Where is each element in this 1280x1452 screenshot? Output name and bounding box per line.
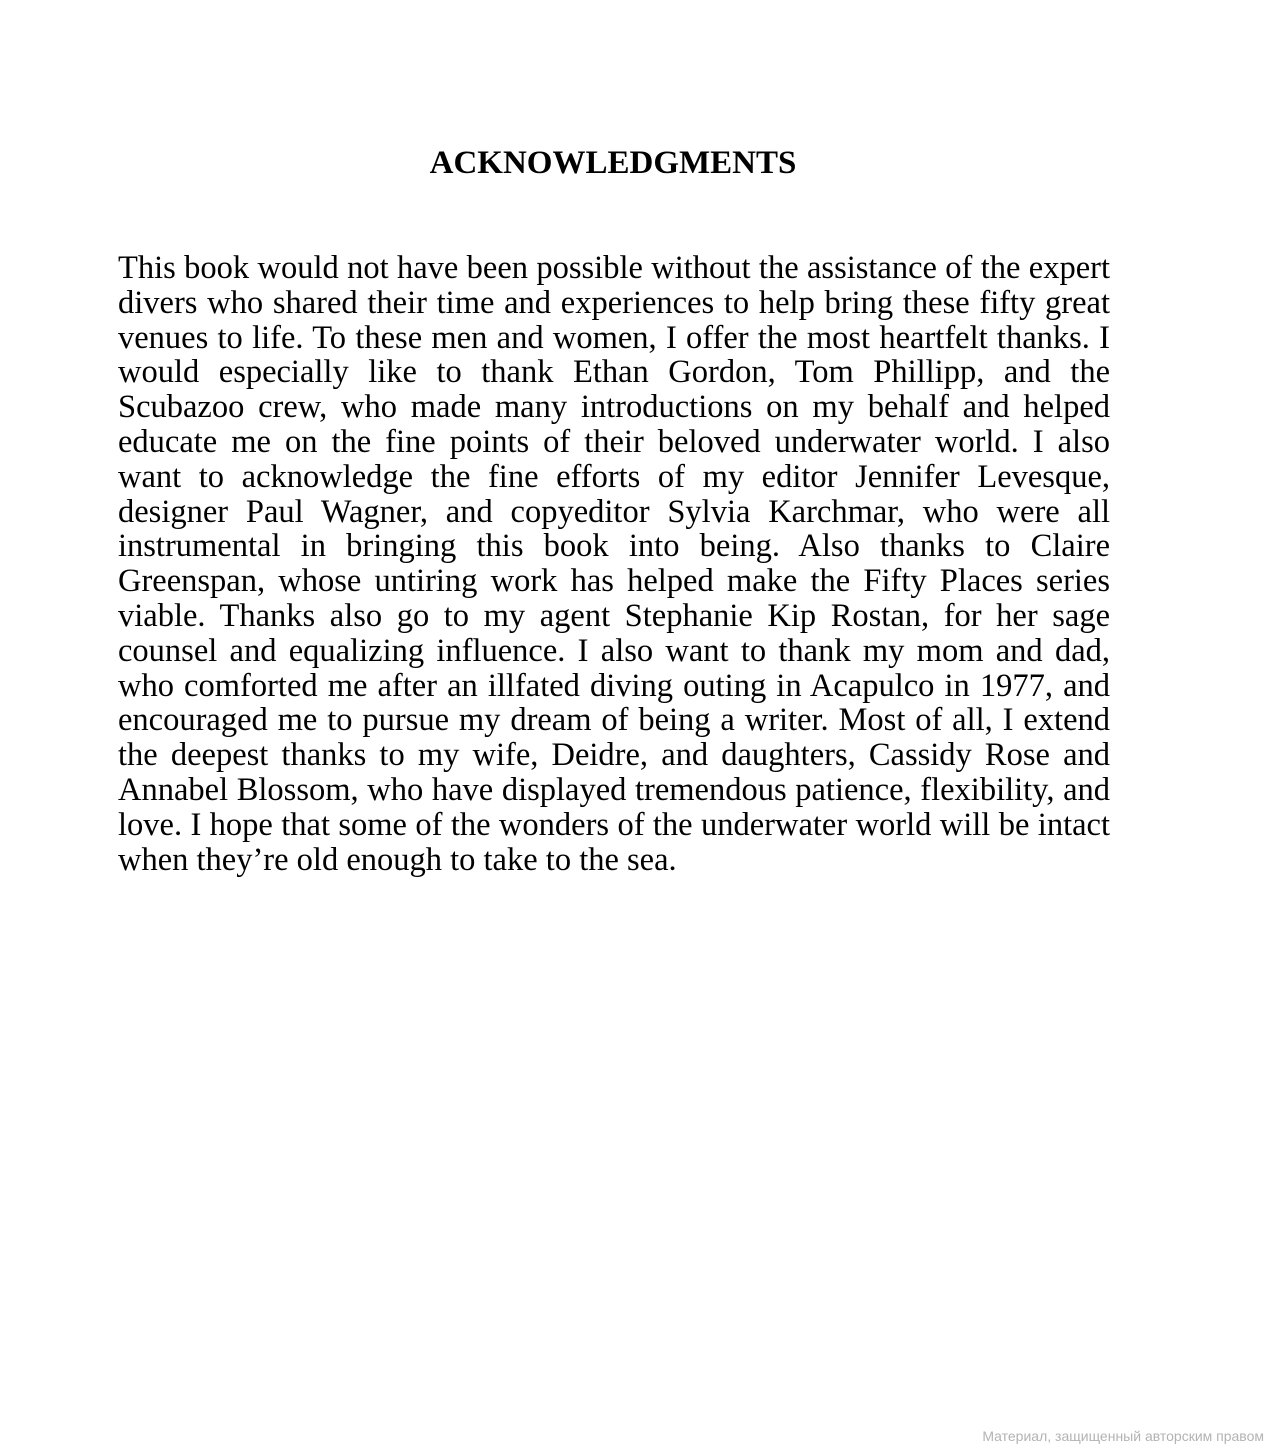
page-title: ACKNOWLEDGMENTS — [429, 145, 797, 181]
copyright-watermark: Материал, защищенный авторским правом — [982, 1428, 1264, 1444]
acknowledgments-paragraph: This book would not have been possible without the assistance of the expert divers who shared their time and experiences to help bring these fifty great venues to life. To these men and women, I offer the most heartfelt thanks. I would especially like to thank Ethan Gordon, Tom Phillipp, and the Scubazoo crew, who made many introductions on my behalf and helped educate me on the fine points of their beloved underwater world. I also want to acknowledge the fine efforts of my editor Jennifer Levesque, designer Paul Wagner, and copyeditor Sylvia Karchmar, who were all instrumental in bringing this book into being. Also thanks to Claire Greenspan, whose untiring work has helped make the Fifty Places series viable. Thanks also go to my agent Stephanie Kip Rostan, for her sage counsel and equalizing influence. I also want to thank my mom and dad, who comforted me after an illfated diving outing in Acapulco in 1977, and encouraged me to pursue my dream of being a writer. Most of all, I extend the deepest thanks to my wife, Deidre, and daughters, Cassidy Rose and Annabel Blossom, who have displayed tremendous patience, flexibility, and love. I hope that some of the wonders of the underwater world will be intact when they’re old enough to take to the sea. — [118, 250, 1110, 878]
